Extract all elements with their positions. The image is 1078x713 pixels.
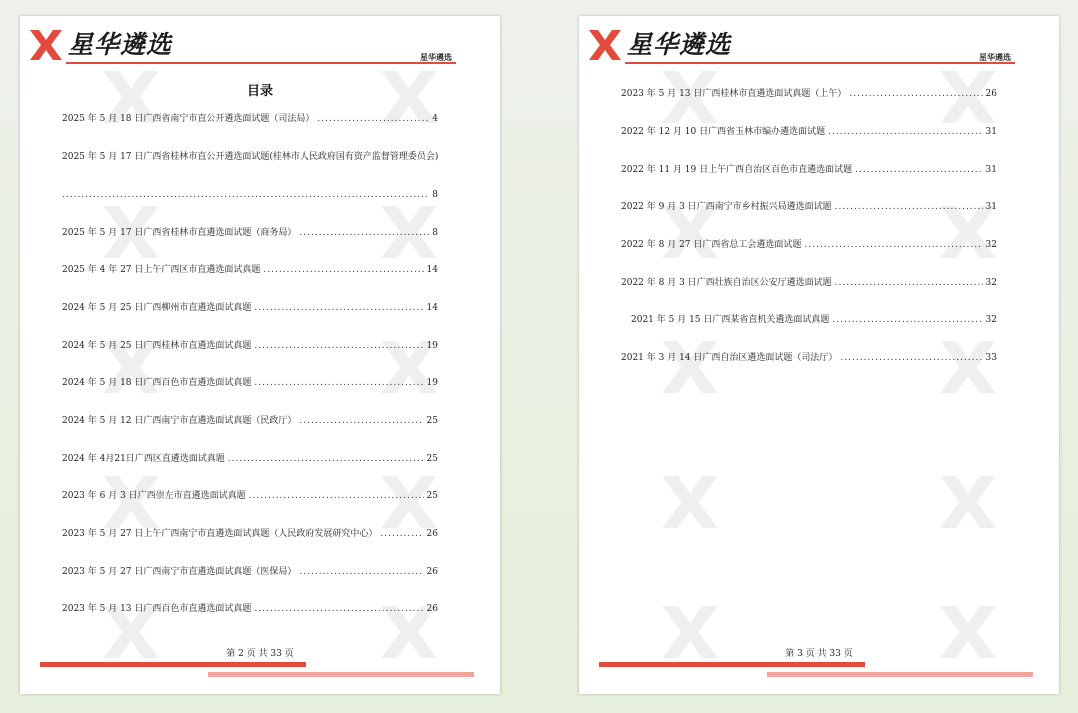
toc-page-number: 26 bbox=[426, 529, 438, 539]
toc-entry[interactable] bbox=[62, 150, 462, 164]
toc-leader-dots bbox=[254, 301, 423, 315]
toc-page-number: 32 bbox=[985, 240, 997, 250]
toc-entry[interactable] bbox=[621, 238, 997, 252]
toc-entry[interactable] bbox=[62, 565, 438, 579]
page-footer: 第 3 页 共 33 页 bbox=[785, 649, 853, 659]
toc-title: 目录 bbox=[246, 84, 273, 99]
toc-entry-text: 2022 年 11 月 19 日上午广西自治区百色市直遴选面试题 bbox=[621, 165, 853, 175]
toc-page-number: 8 bbox=[432, 228, 438, 238]
x-watermark-icon bbox=[659, 476, 721, 528]
toc-leader-dots bbox=[299, 226, 429, 240]
toc-page-number: 19 bbox=[426, 378, 438, 388]
toc-page-number: 26 bbox=[426, 567, 438, 577]
toc-entry-text: 2024 年 4月21日广西区直遴选面试真题 bbox=[62, 454, 225, 464]
toc-entry-continuation[interactable] bbox=[62, 188, 438, 202]
toc-leader-dots bbox=[254, 339, 423, 353]
toc-entry[interactable] bbox=[621, 276, 997, 290]
page-footer: 第 2 页 共 33 页 bbox=[226, 649, 294, 659]
toc-entry-text: 2025 年 4 年 27 日上午广西区市直遴选面试真题 bbox=[62, 265, 261, 275]
toc-entry-text: 2022 年 9 月 3 日广西南宁市乡村振兴局遴选面试题 bbox=[621, 202, 832, 212]
toc-entry[interactable] bbox=[631, 313, 997, 327]
document-page-2 bbox=[20, 16, 500, 694]
toc-entry[interactable] bbox=[621, 87, 997, 101]
toc-entry[interactable] bbox=[62, 602, 438, 616]
document-page-3 bbox=[579, 16, 1059, 694]
toc-leader-dots bbox=[62, 188, 429, 202]
x-watermark-icon bbox=[659, 341, 721, 393]
x-watermark-icon bbox=[937, 341, 999, 393]
brand-logo bbox=[589, 30, 731, 60]
footer-accent-bar bbox=[599, 662, 865, 667]
header-rule bbox=[625, 62, 1015, 64]
toc-entry-text: 2021 年 3 月 14 日广西自治区遴选面试题（司法厅） bbox=[621, 353, 838, 363]
toc-entry[interactable] bbox=[62, 489, 438, 503]
toc-leader-dots bbox=[855, 163, 982, 177]
x-logo-icon bbox=[30, 30, 62, 60]
toc-leader-dots bbox=[263, 263, 423, 277]
toc-entry[interactable] bbox=[621, 351, 997, 365]
toc-entry[interactable] bbox=[621, 125, 997, 139]
toc-page-number: 4 bbox=[432, 114, 438, 124]
toc-entry-text: 2022 年 8 月 27 日广西省总工会遴选面试题 bbox=[621, 240, 802, 250]
toc-entry[interactable] bbox=[62, 339, 438, 353]
toc-entry-text: 2022 年 8 月 3 日广西壮族自治区公安厅遴选面试题 bbox=[621, 278, 832, 288]
toc-entry[interactable] bbox=[62, 263, 438, 277]
toc-entry-text: 2023 年 5 月 27 日上午广西南宁市直遴选面试真题（人民政府发展研究中心） bbox=[62, 529, 378, 539]
toc-entry-text: 2023 年 5 月 13 日广西桂林市直遴选面试真题（上午） bbox=[621, 89, 847, 99]
toc-entry[interactable] bbox=[62, 376, 438, 390]
toc-leader-dots bbox=[249, 489, 424, 503]
toc-entry-text: 2024 年 5 月 25 日广西柳州市直遴选面试真题 bbox=[62, 303, 252, 313]
toc-leader-dots bbox=[254, 602, 423, 616]
toc-page-number: 25 bbox=[426, 454, 438, 464]
toc-leader-dots bbox=[804, 238, 982, 252]
header-brand-tag: 星华遴选 bbox=[979, 53, 1011, 62]
toc-page-number: 19 bbox=[426, 341, 438, 351]
toc-leader-dots bbox=[849, 87, 982, 101]
toc-leader-dots bbox=[228, 452, 424, 466]
toc-page-number: 14 bbox=[426, 265, 438, 275]
toc-entry[interactable] bbox=[62, 452, 438, 466]
toc-page-number: 26 bbox=[985, 89, 997, 99]
toc-leader-dots bbox=[835, 200, 983, 214]
toc-leader-dots bbox=[832, 313, 982, 327]
toc-leader-dots bbox=[835, 276, 983, 290]
toc-page-number: 8 bbox=[432, 190, 438, 200]
header-rule bbox=[66, 62, 456, 64]
toc-entry[interactable] bbox=[62, 527, 438, 541]
footer-accent-bar-light bbox=[767, 672, 1033, 677]
toc-leader-dots bbox=[828, 125, 982, 139]
toc-entry[interactable] bbox=[621, 200, 997, 214]
toc-page-number: 31 bbox=[985, 165, 997, 175]
toc-entry[interactable] bbox=[62, 226, 438, 240]
toc-page-number: 31 bbox=[985, 127, 997, 137]
brand-logo bbox=[30, 30, 172, 60]
toc-entry-text: 2024 年 5 月 18 日广西百色市直遴选面试真题 bbox=[62, 378, 252, 388]
x-watermark-icon bbox=[937, 476, 999, 528]
toc-page-number: 14 bbox=[426, 303, 438, 313]
toc-page-number: 32 bbox=[985, 315, 997, 325]
toc-entry[interactable] bbox=[62, 112, 438, 126]
footer-accent-bar bbox=[40, 662, 306, 667]
x-logo-icon bbox=[589, 30, 621, 60]
toc-entry-text: 2023 年 6 月 3 日广西崇左市直遴选面试真题 bbox=[62, 491, 246, 501]
footer-accent-bar-light bbox=[208, 672, 474, 677]
toc-leader-dots bbox=[840, 351, 982, 365]
toc-entry-text: 2025 年 5 月 18 日广西省南宁市直公开遴选面试题（司法局） bbox=[62, 114, 315, 124]
toc-page-number: 26 bbox=[426, 604, 438, 614]
toc-entry-text: 2021 年 5 月 15 日广西某省直机关遴选面试真题 bbox=[631, 315, 830, 325]
toc-page-number: 25 bbox=[426, 491, 438, 501]
toc-entry[interactable] bbox=[62, 414, 438, 428]
toc-leader-dots bbox=[380, 527, 423, 541]
toc-leader-dots bbox=[299, 565, 423, 579]
toc-entry[interactable] bbox=[62, 301, 438, 315]
toc-page-number: 31 bbox=[985, 202, 997, 212]
toc-entry-text: 2024 年 5 月 25 日广西桂林市直遴选面试真题 bbox=[62, 341, 252, 351]
brand-name: 星华遴选 bbox=[627, 30, 732, 59]
brand-name: 星华遴选 bbox=[68, 30, 173, 59]
toc-entry-text: 2023 年 5 月 27 日广西南宁市直遴选面试真题（医保局） bbox=[62, 567, 297, 577]
toc-page-number: 32 bbox=[985, 278, 997, 288]
toc-entry[interactable] bbox=[621, 163, 997, 177]
header-brand-tag: 星华遴选 bbox=[420, 53, 452, 62]
toc-page-number: 25 bbox=[426, 416, 438, 426]
toc-entry-text: 2023 年 5 月 13 日广西百色市直遴选面试真题 bbox=[62, 604, 252, 614]
toc-leader-dots bbox=[254, 376, 423, 390]
toc-page-number: 33 bbox=[985, 353, 997, 363]
toc-entry-text: 2022 年 12 月 10 日广西省玉林市编办遴选面试题 bbox=[621, 127, 826, 137]
toc-leader-dots bbox=[299, 414, 423, 428]
toc-entry-text: 2025 年 5 月 17 日广西省桂林市直公开遴选面试题(桂林市人民政府国有资产监督管理委员会) bbox=[62, 152, 439, 162]
toc-entry-text: 2024 年 5 月 12 日广西南宁市直遴选面试真题（民政厅） bbox=[62, 416, 297, 426]
toc-entry-text: 2025 年 5 月 17 日广西省桂林市直遴选面试题（商务局） bbox=[62, 228, 297, 238]
toc-leader-dots bbox=[317, 112, 429, 126]
